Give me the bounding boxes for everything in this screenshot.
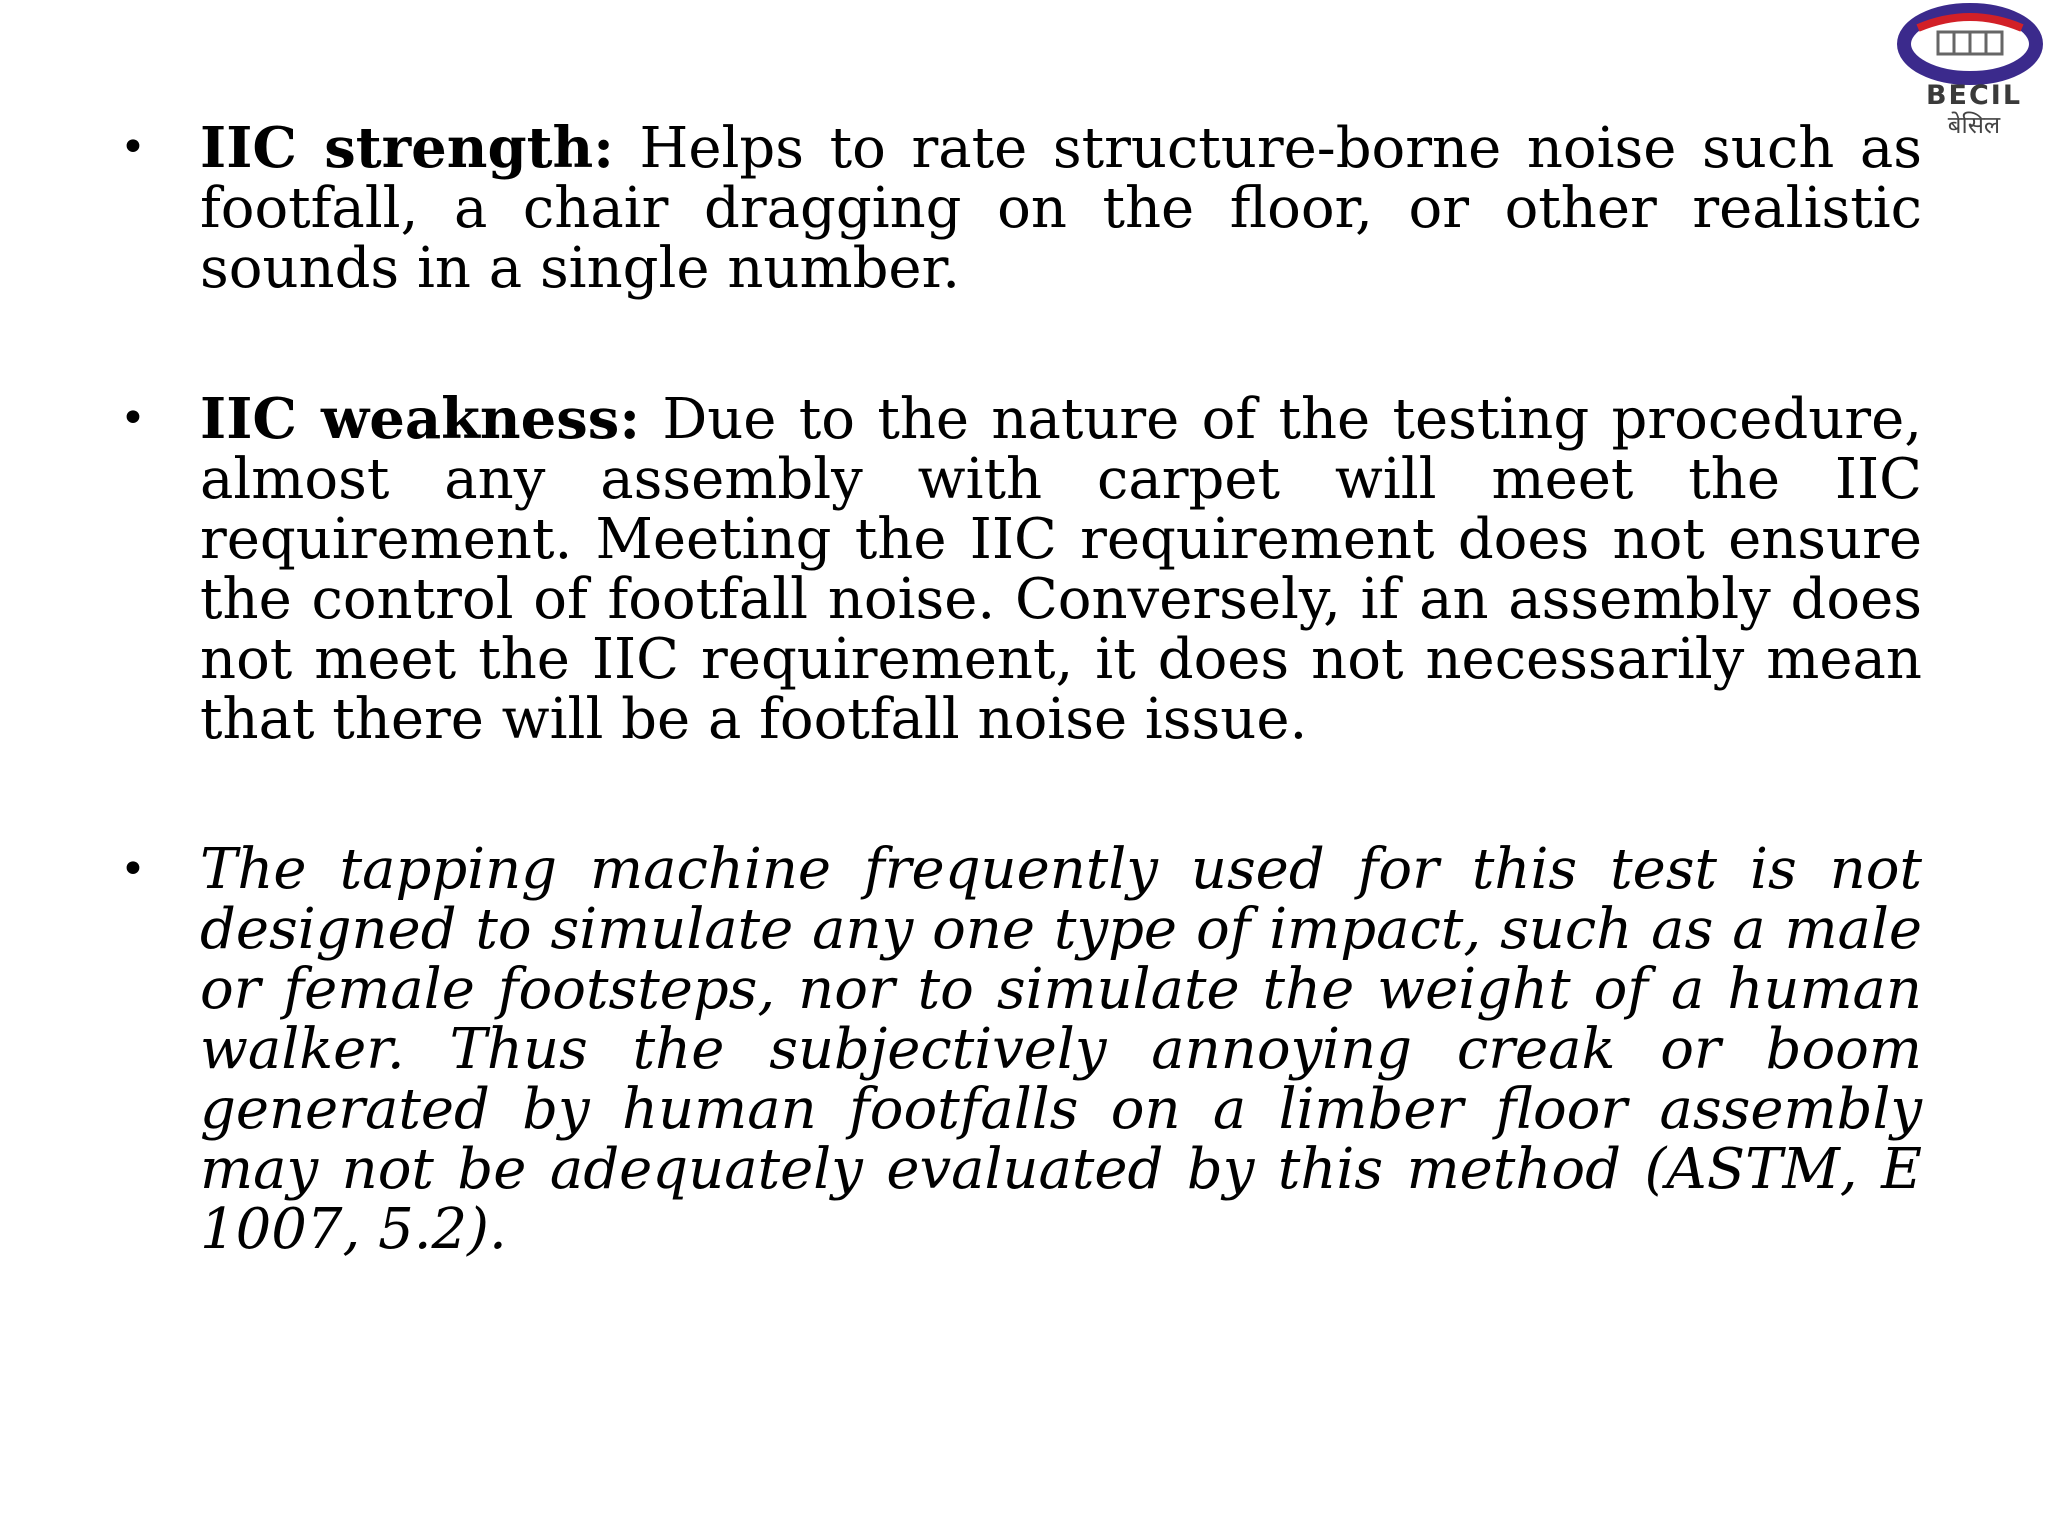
bullet-tapping-machine <box>200 837 1922 1262</box>
becil-emblem-icon <box>1896 2 2044 86</box>
bullet-iic-strength <box>200 115 1922 301</box>
bullet-list <box>200 115 1923 1262</box>
bullet-text: Due to the nature of the testing procedure, almost any assembly with carpet will meet the IIC requirement. Meeting the IIC requirement does not ensure the control of footfall noise. Conversely, if an assembly does not meet the IIC requirement, it does not necessarily mean that there will be a footfall noise issue. <box>200 387 1923 752</box>
logo-hindi-name: बेसिल <box>1947 111 2001 139</box>
logo-name: BECIL <box>1925 80 2023 111</box>
bullet-text: The tapping machine frequently used for this test is not designed to simulate any one type of impact, such as a male or female footsteps, nor to simulate the weight of a human walker. Thus the subjectively annoying creak or boom generated by human footfalls on a limber floor assembly may not be adequately evaluated by this method (ASTM, E 1007, 5.2). <box>200 837 1922 1262</box>
bullet-iic-weakness <box>200 386 1923 752</box>
bullet-term: IIC strength: <box>200 115 614 181</box>
bullet-term: IIC weakness: <box>200 386 640 452</box>
bullet-text: Helps to rate structure-borne noise such as footfall, a chair dragging on the floor, or other realistic sounds in a single number. <box>200 116 1922 301</box>
